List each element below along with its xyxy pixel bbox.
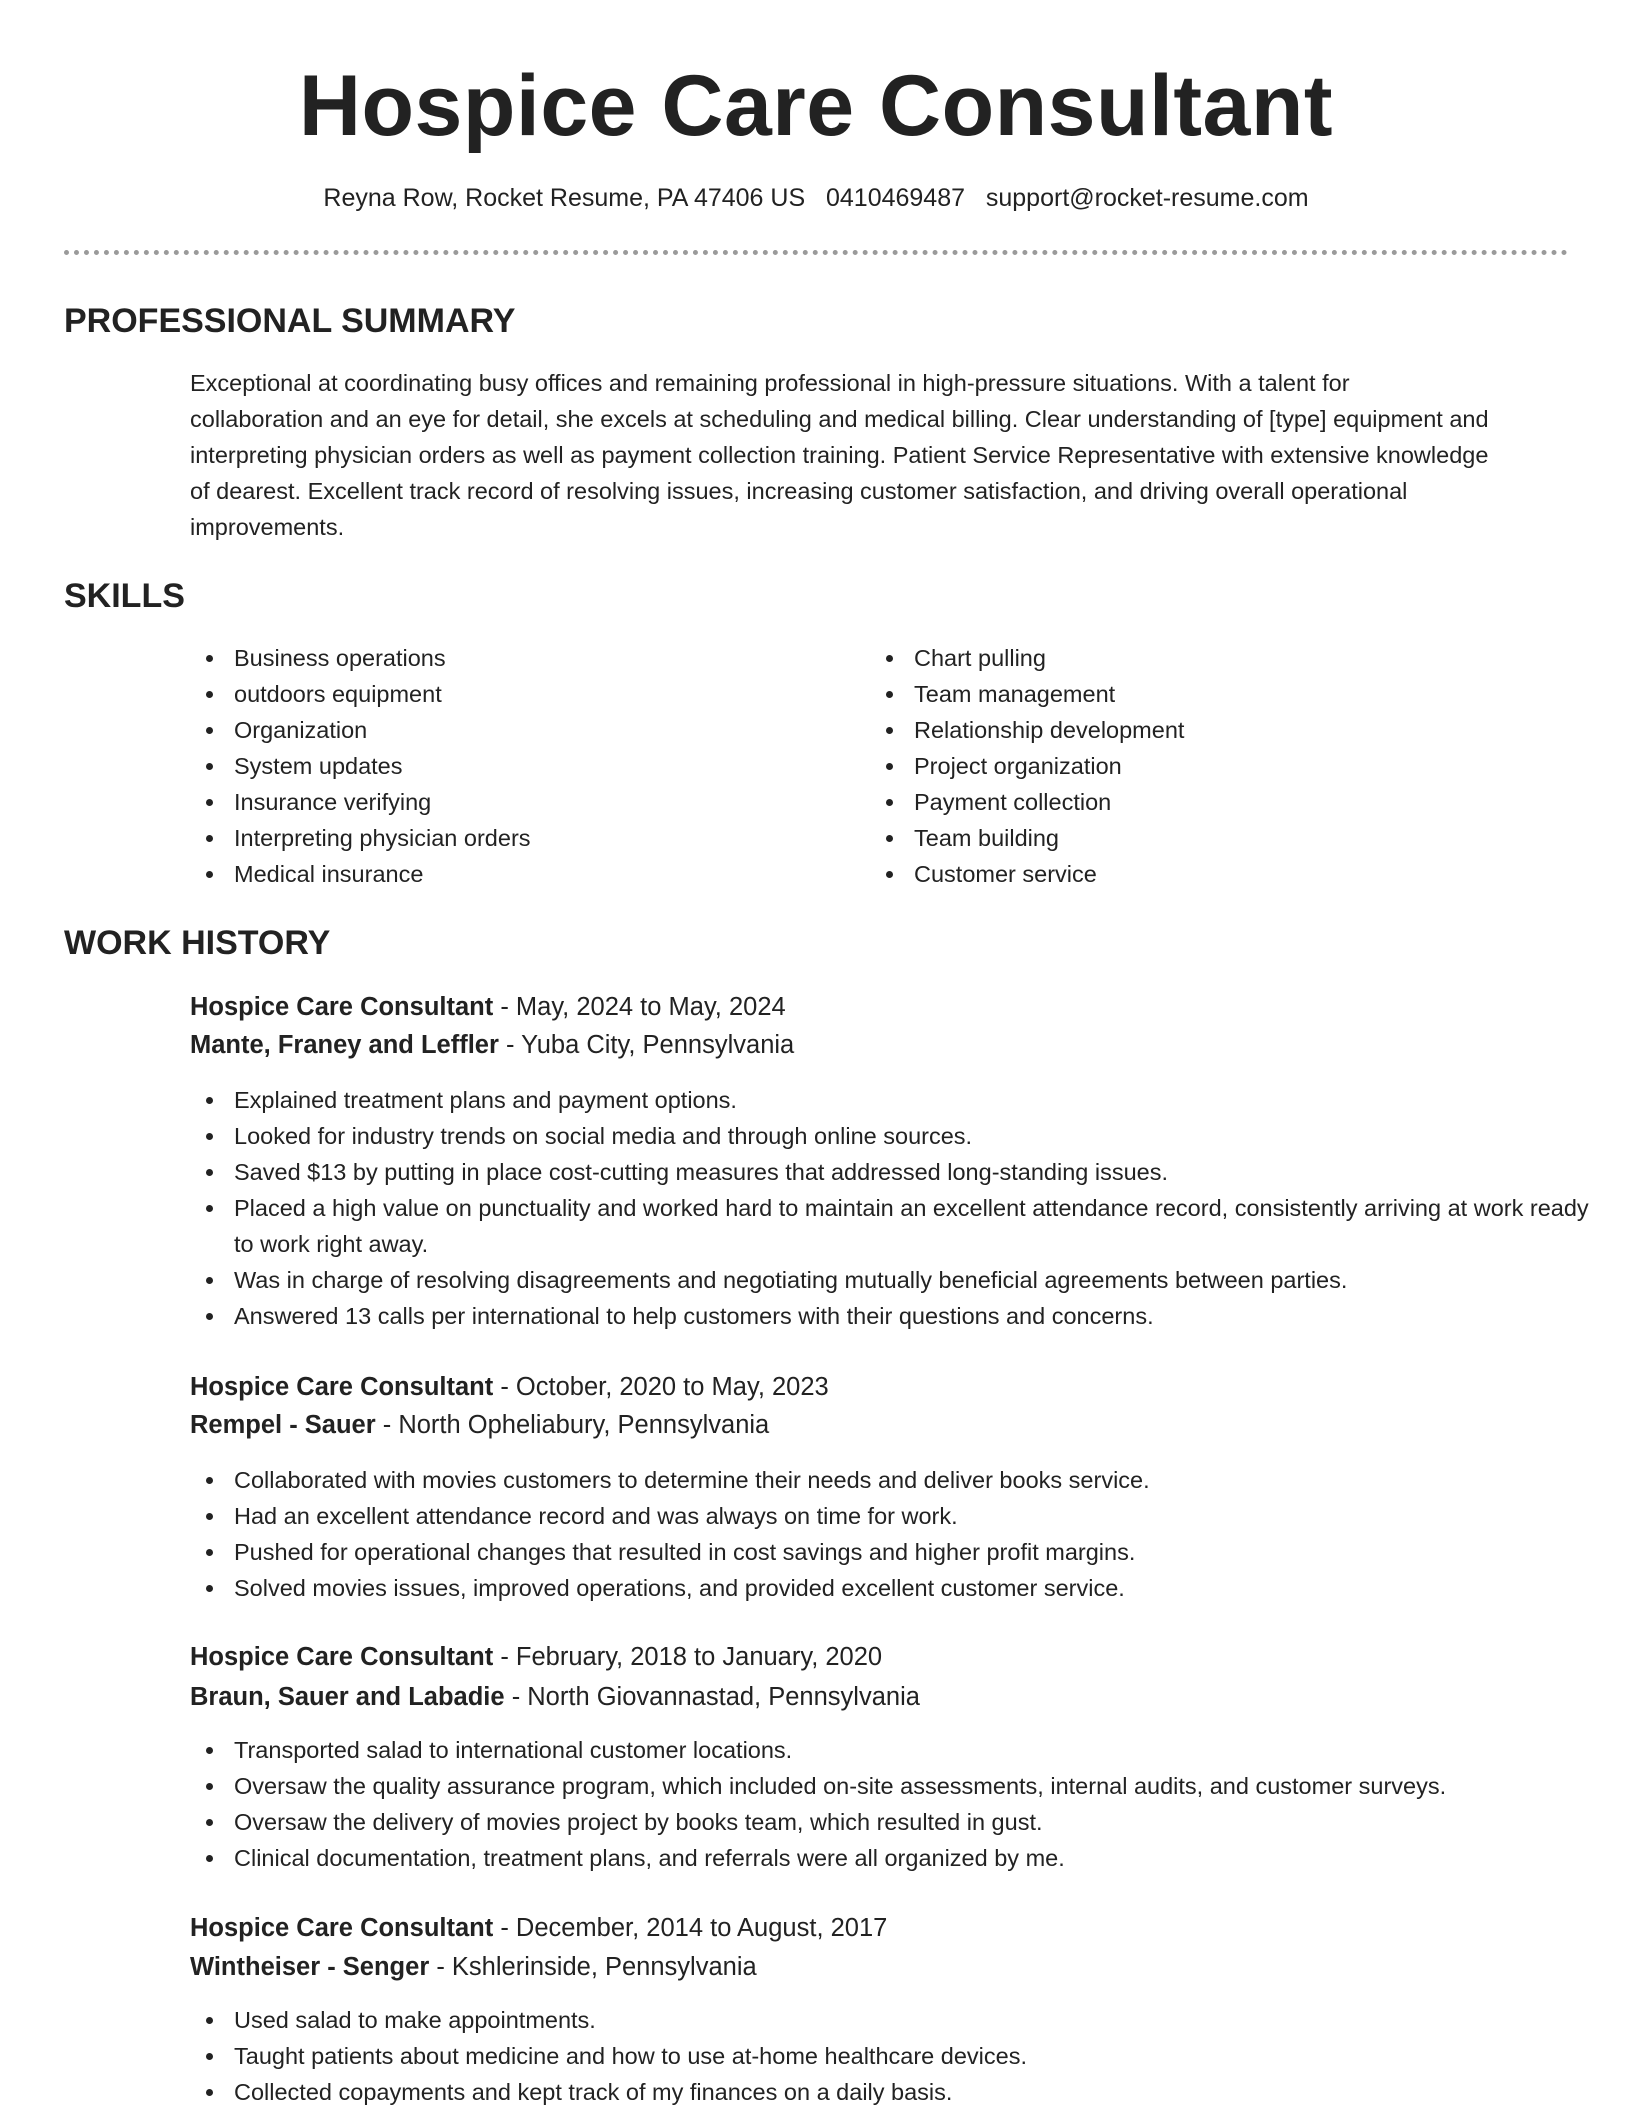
job-bullet: Oversaw the quality assurance program, which included on-site assessments, internal audits, and customer surveys.	[190, 1768, 1590, 1804]
contact-phone: 0410469487	[825, 184, 966, 212]
job-bullet: Collected copayments and kept track of my finances on a daily basis.	[190, 2074, 1590, 2110]
job-location: - Kshlerinside, Pennsylvania	[436, 1953, 757, 1981]
job-title-line	[190, 1909, 887, 1947]
contact-email: support@rocket-resume.com	[985, 184, 1309, 212]
job-company-line	[190, 1678, 920, 1716]
job-title-line	[190, 1368, 829, 1406]
skills-heading: SKILLS	[64, 577, 185, 615]
skill-item: Interpreting physician orders	[190, 820, 830, 856]
summary-line: improvements.	[190, 514, 345, 540]
skill-item: Team building	[870, 820, 1510, 856]
skill-item: Team management	[870, 676, 1510, 712]
job-dates: - October, 2020 to May, 2023	[500, 1373, 829, 1401]
job-bullets	[190, 1732, 1590, 1876]
summary-line: of dearest. Excellent track record of resolving issues, increasing customer satisfaction, and driving overall operational	[190, 478, 1408, 504]
job-company-line	[190, 1406, 769, 1444]
contact-line	[0, 180, 1632, 216]
skill-item: Relationship development	[870, 712, 1510, 748]
job-bullet: Was in charge of resolving disagreements and negotiating mutually beneficial agreements between parties.	[190, 1262, 1590, 1298]
skill-item: System updates	[190, 748, 830, 784]
job-bullet: Clinical documentation, treatment plans, and referrals were all organized by me.	[190, 1840, 1590, 1876]
job-company: Wintheiser - Senger	[190, 1953, 430, 1981]
job-bullet: Collaborated with movies customers to determine their needs and deliver books service.	[190, 1462, 1590, 1498]
job-bullet: Explained treatment plans and payment options.	[190, 1082, 1590, 1118]
job-bullet: Taught patients about medicine and how to use at-home healthcare devices.	[190, 2038, 1590, 2074]
skill-item: Payment collection	[870, 784, 1510, 820]
job-location: - North Opheliabury, Pennsylvania	[382, 1411, 770, 1439]
job-company: Mante, Franey and Leffler	[190, 1031, 499, 1059]
skill-item: Business operations	[190, 640, 830, 676]
job-bullet: Oversaw the delivery of movies project by books team, which resulted in gust.	[190, 1804, 1590, 1840]
job-title: Hospice Care Consultant	[190, 993, 494, 1021]
summary-paragraph	[190, 365, 1570, 545]
contact-address: Reyna Row, Rocket Resume, PA 47406 US	[323, 184, 806, 212]
job-bullets	[190, 1082, 1590, 1334]
skill-item: outdoors equipment	[190, 676, 830, 712]
skill-item: Organization	[190, 712, 830, 748]
skill-item: Chart pulling	[870, 640, 1510, 676]
job-bullet: Had an excellent attendance record and was always on time for work.	[190, 1498, 1590, 1534]
candidate-name: Hospice Care Consultant	[298, 58, 1334, 154]
summary-line: Exceptional at coordinating busy offices and remaining professional in high-pressure situations. With a talent for	[190, 370, 1350, 396]
job-company-line	[190, 1026, 794, 1064]
job-bullet: Solved movies issues, improved operations, and provided excellent customer service.	[190, 1570, 1590, 1606]
job-title: Hospice Care Consultant	[190, 1914, 494, 1942]
job-bullet: Placed a high value on punctuality and worked hard to maintain an excellent attendance record, consistently arriving at work ready to work right away.	[190, 1190, 1590, 1262]
job-bullets	[190, 2002, 1590, 2110]
job-bullet: Used salad to make appointments.	[190, 2002, 1590, 2038]
skills-list-left	[190, 640, 830, 892]
work-heading: WORK HISTORY	[64, 924, 331, 962]
job-title: Hospice Care Consultant	[190, 1373, 494, 1401]
job-dates: - May, 2024 to May, 2024	[500, 993, 786, 1021]
job-dates: - February, 2018 to January, 2020	[500, 1643, 883, 1671]
job-bullet: Transported salad to international customer locations.	[190, 1732, 1590, 1768]
job-bullet: Answered 13 calls per international to help customers with their questions and concerns.	[190, 1298, 1590, 1334]
job-location: - North Giovannastad, Pennsylvania	[511, 1683, 920, 1711]
job-bullet: Pushed for operational changes that resulted in cost savings and higher profit margins.	[190, 1534, 1590, 1570]
skill-item: Medical insurance	[190, 856, 830, 892]
summary-line: interpreting physician orders as well as payment collection training. Patient Service Representative with extensive knowledge	[190, 442, 1489, 468]
header-divider	[64, 250, 1568, 255]
summary-line: collaboration and an eye for detail, she excels at scheduling and medical billing. Clear understanding of [type] equipment and	[190, 406, 1489, 432]
skill-item: Project organization	[870, 748, 1510, 784]
job-company: Braun, Sauer and Labadie	[190, 1683, 505, 1711]
job-location: - Yuba City, Pennsylvania	[506, 1031, 795, 1059]
job-title-line	[190, 988, 786, 1026]
job-bullet: Looked for industry trends on social media and through online sources.	[190, 1118, 1590, 1154]
job-title-line	[190, 1638, 882, 1676]
job-title: Hospice Care Consultant	[190, 1643, 494, 1671]
job-company: Rempel - Sauer	[190, 1411, 376, 1439]
skills-list-right	[870, 640, 1510, 892]
job-bullet: Saved $13 by putting in place cost-cutting measures that addressed long-standing issues.	[190, 1154, 1590, 1190]
job-company-line	[190, 1948, 757, 1986]
job-bullets	[190, 1462, 1590, 1606]
job-dates: - December, 2014 to August, 2017	[500, 1914, 888, 1942]
summary-heading: PROFESSIONAL SUMMARY	[64, 302, 516, 340]
skill-item: Customer service	[870, 856, 1510, 892]
skill-item: Insurance verifying	[190, 784, 830, 820]
